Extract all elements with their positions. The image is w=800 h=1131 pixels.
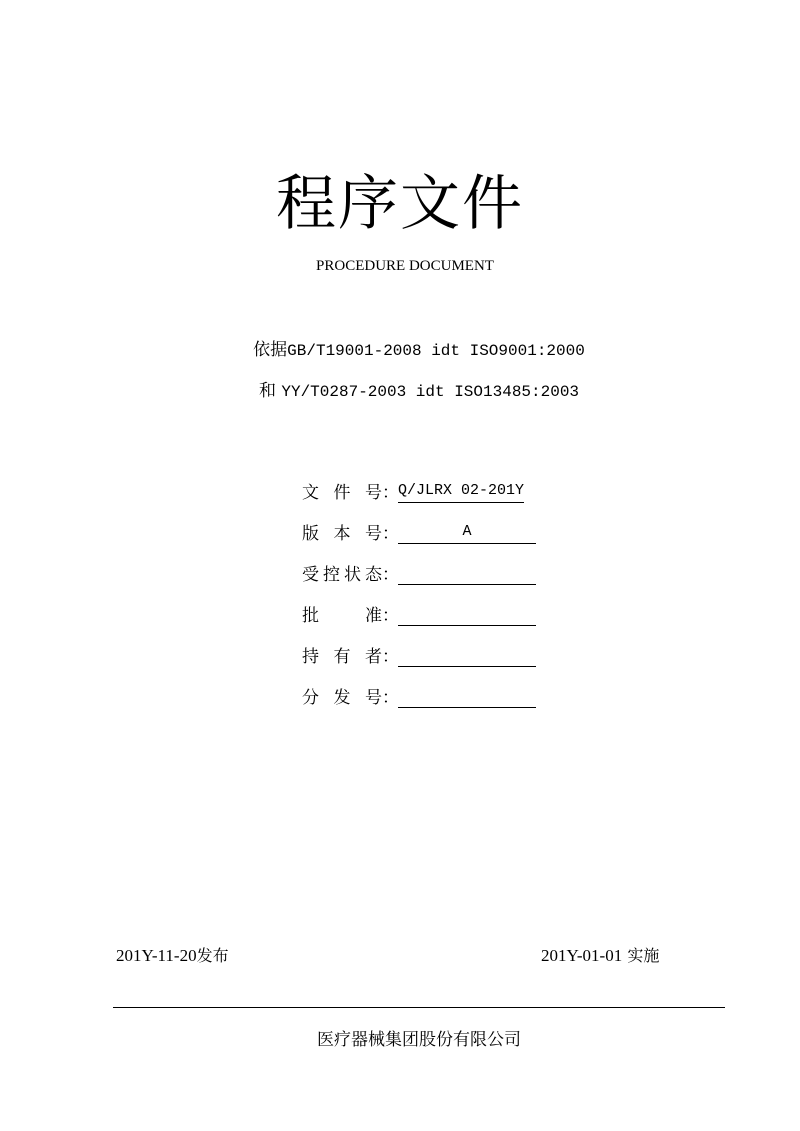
distribution-number-row (302, 667, 562, 708)
issue-date-label: 发布 (196, 946, 229, 965)
version-label: 版 本 号 (302, 524, 382, 544)
basis-line-2 (0, 380, 800, 403)
control-status-label: 受 控 状 态 (302, 565, 382, 585)
colon: ： (382, 524, 399, 544)
approval-field (398, 603, 536, 626)
version-row (302, 503, 562, 544)
basis-standard-2: YY/T0287-2003 idt ISO13485:2003 (281, 383, 580, 401)
holder-row (302, 626, 562, 667)
company-name: 医疗器械集团股份有限公司 (317, 1030, 521, 1050)
document-info-block (302, 462, 562, 708)
effective-date-value: 201Y-01-01 (541, 946, 623, 965)
approval-label: 批 准 (302, 606, 382, 626)
basis-prefix-2: 和 (258, 381, 276, 401)
basis-prefix-1: 依据 (253, 340, 288, 360)
distribution-number-label: 分 发 号 (302, 688, 382, 708)
file-number-row (302, 462, 562, 503)
file-number-label: 文 件 号 (302, 483, 382, 503)
colon: ： (382, 565, 399, 585)
footer-divider (113, 1007, 725, 1008)
file-number-value: Q/JLRX 02-201Y (398, 480, 524, 503)
colon: ： (382, 483, 399, 503)
holder-field (398, 644, 536, 667)
holder-label: 持 有 者 (302, 647, 382, 667)
effective-date (541, 945, 659, 967)
approval-row (302, 585, 562, 626)
issue-date (116, 945, 229, 967)
control-status-row (302, 544, 562, 585)
document-title: 程序文件 (276, 169, 524, 239)
colon: ： (382, 647, 399, 667)
basis-line-1 (0, 339, 800, 362)
colon: ： (382, 688, 399, 708)
version-value: A (398, 521, 536, 544)
effective-date-label: 实施 (627, 946, 660, 965)
control-status-field (398, 562, 536, 585)
document-subtitle: PROCEDURE DOCUMENT (316, 258, 494, 274)
distribution-number-field (398, 685, 536, 708)
basis-standard-1: GB/T19001-2008 idt ISO9001:2000 (287, 342, 585, 360)
colon: ： (382, 606, 399, 626)
issue-date-value: 201Y-11-20 (116, 946, 197, 965)
